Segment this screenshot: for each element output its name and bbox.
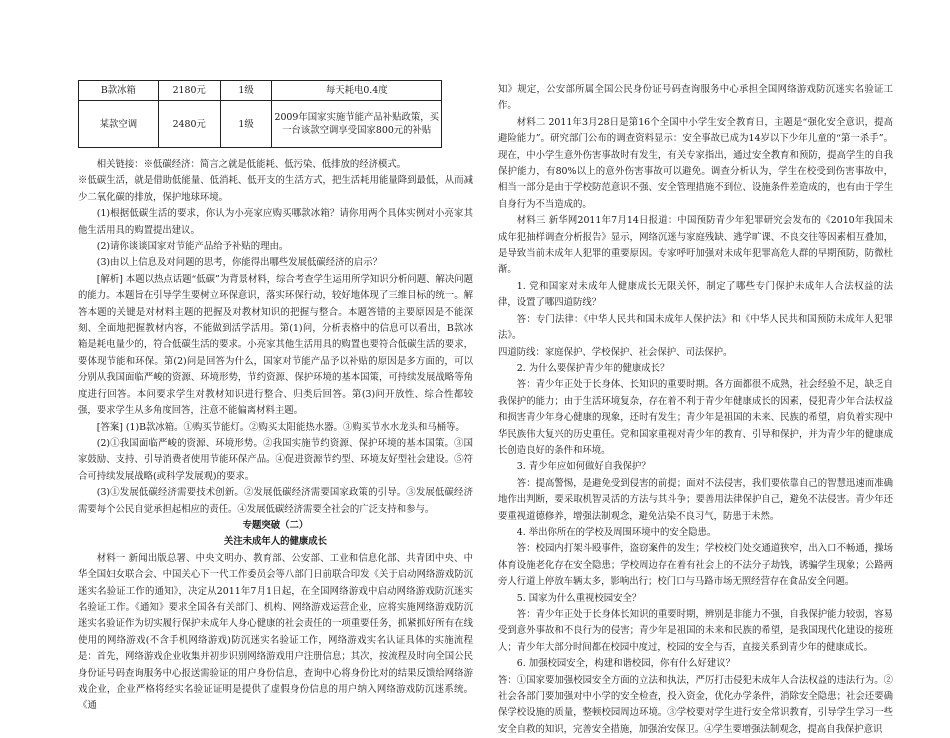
question: 3. 青少年应如何做好自我保护？ (516, 461, 651, 473)
question: 2. 为什么要保护青少年的健康成长？ (516, 362, 670, 374)
answer: 四道防线：家庭保护、学校保护、社会保护、司法保护。 (498, 346, 733, 358)
answer: 答：青少年正处于长身体长知识的重要时期，辨别是非能力不强，自我保护能力较弱，容易受到意外事故和不良行为的侵害；青少年是祖国的未来和民族的希望，是我国现代化建设的接班人；青少年大部分时间都在校园中度过，校园的安全与否，直接关系到青少年的健康成长。 (498, 609, 893, 653)
answer: 答：①国家要加强校园安全方面的立法和执法，严厉打击侵犯未成年人合法权益的违法行为。②社会各部门要加强对中小学的安全检查，投入资金，优化办学条件，消除安全隐患；社会还要确保学校设施的质量，整顿校园周边环境。③学校要对学生进行安全常识教育，引导学生学习一些安全自救的知识，完善安全措施，加强治安保卫。④学生要增强法制观念，提高自我保护意识 (498, 674, 893, 735)
section-subheading: 关注未成年人的健康成长 (223, 536, 328, 548)
answer: [答案] (1)B款冰箱。①购买节能灯。②购买太阳能热水器。③购买节水水龙头和马桶等。 (96, 421, 465, 433)
paragraph: 相关链接：※低碳经济：简言之就是低能耗、低污染、低排放的经济模式。 (96, 159, 407, 170)
question: 1. 党和国家对未成年人健康成长无限关怀，制定了哪些专门保护未成年人合法权益的法律，设置了哪四道防线？ (498, 280, 893, 309)
table-cell-name: 某款空调 (79, 101, 159, 148)
table-cell-grade: 1级 (220, 101, 272, 148)
table-cell-name: B款冰箱 (79, 81, 159, 101)
material-paragraph: 材料二 2011年3月28日是第16个全国中小学生安全教育日，主题是“强化安全意识，提高避险能力”。研究部门公布的调查资料显示：安全事故已成为14岁以下少年儿童的“第一杀手”。现在，中小学生意外伤害事故时有发生，有关专家指出，通过安全教育和预防，提高学生的自我保护能力，有80%以上的意外伤害事故可以避免。调查分析认为，学生在校受到伤害事故中，相当一部分是由于学校防范意识不强、安全管理措施不到位、设施条件差造成的，也有由于学生自身行为不当造成的。 (498, 116, 893, 210)
table-row (79, 81, 442, 101)
table-cell-price: 2180元 (158, 81, 220, 101)
section-heading: 专题突破（二） (242, 519, 309, 531)
question: (1)根据低碳生活的要求，你认为小亮家应购买哪款冰箱？请你用两个具体实例对小亮家其他生活用具的购置提出建议。 (78, 208, 473, 236)
right-column (498, 82, 893, 738)
product-table (78, 80, 442, 148)
answer: 答：专门法律：《中华人民共和国未成年人保护法》和《中华人民共和国预防未成年人犯罪法》。 (498, 313, 893, 342)
question: 5. 国家为什么重视校园安全？ (516, 592, 642, 604)
left-column (78, 157, 473, 715)
table-cell-note: 2009年国家实施节能产品补贴政策，买一台该款空调享受国家800元的补贴 (272, 101, 442, 148)
answer: 答：提高警惕，是避免受到侵害的前提；面对不法侵害，我们要依靠自己的智慧迅速而准确地作出判断，要采取机智灵活的方法与其斗争；要善用法律保护自己，避免不法侵害。青少年还要重视道德修养，增强法制观念，避免沾染不良习气，防患于未然。 (498, 477, 893, 522)
table-cell-price: 2480元 (158, 101, 220, 148)
question: (2)请你谈谈国家对节能产品给予补贴的理由。 (96, 241, 289, 253)
answer: 答：青少年正处于长身体、长知识的重要时期。各方面都很不成熟，社会经验不足，缺乏自我保护的能力；由于生活环境复杂，存在着不利于青少年健康成长的因素，侵犯青少年合法权益和损害青少年身心健康的现象，还时有发生；青少年是祖国的未来、民族的希望，肩负着实现中华民族伟大复兴的历史重任。党和国家重视对青少年的教育、引导和保护，并为青少年的健康成长创造良好的条件和环境。 (498, 379, 893, 456)
material-paragraph: 材料三 新华网2011年7月14日报道：中国预防青少年犯罪研究会发布的《2010年我国未成年犯抽样调查分析报告》显示，网络沉迷与家庭残缺、逃学旷课、不良交往等因素相互叠加，是导致当前未成年人犯罪的重要原因。专家呼吁加强对未成年犯罪高危人群的早期预防，防微杜渐。 (498, 215, 893, 276)
material-paragraph: 材料一 新闻出版总署、中央文明办、教育部、公安部、工业和信息化部、共青团中央、中华全国妇女联合会、中国关心下一代工作委员会等八部门日前联合印发《关于启动网络游戏防沉迷实名验证工作的通知》，决定从2011年7月1日起，在全国网络游戏中启动网络游戏防沉迷实名验证工作。《通知》要求全国各有关部门、机构、网络游戏运营企业，应将实施网络游戏防沉迷实名验证作为切实履行保护未成年人身心健康的社会责任的一项重要任务，抓紧抓好所有在线使用的网络游戏(不含手机网络游戏)防沉迷实名验证工作，网络游戏实名认证具体的实施流程是：首先，网络游戏企业收集并初步识别网络游戏用户注册信息；其次，按流程及时向全国公民身份证号码查询服务中心报送需验证的用户身份信息，查询中心将身份比对的结果反馈给网络游戏企业，企业严格将经实名验证证明是提供了虚假身份信息的用户纳入网络游戏防沉迷系统。《通 (78, 552, 473, 712)
analysis: [解析] 本题以热点话题“低碳”为背景材料，综合考查学生运用所学知识分析问题、解决问题的能力。本题旨在引导学生要树立环保意识，落实环保行动，较好地体现了三维目标的统一。解答本题的关键是对材料主题的把握及对教材知识的把握与整合。本题答错的主要原因是不能深刻、全面地把握教材内容，不能做到活学活用。第(1)问，分析表格中的信息可以看出，B款冰箱是耗电量少的，符合低碳生活的要求。小亮家其他生活用具的购置也要符合低碳生活的要求，要体现节能和环保。第(2)问是回答为什么，国家对节能产品予以补贴的原因是多方面的，可以分别从我国面临严峻的资源、环境形势，节约资源、保护环境的基本国策，可持续发展战略等角度进行回答。本问要求学生对教材知识进行整合、归类后回答。第(3)问开放性、综合性都较强，要求学生从多角度回答，注意不能偏离材料主题。 (78, 273, 473, 417)
paragraph: ※低碳生活，就是借助低能量、低消耗、低开支的生活方式，把生活耗用能量降到最低，从而减少二氧化碳的排放，保护地球环境。 (78, 175, 473, 203)
table-row (79, 101, 442, 148)
table-cell-note: 每天耗电0.4度 (272, 81, 442, 101)
answer: (3)①发展低碳经济需要技术创新。②发展低碳经济需要国家政策的引导。③发展低碳经济需要每个公民自觉承担起相应的责任。④发展低碳经济需要全社会的广泛支持和参与。 (78, 487, 473, 515)
paragraph: 知》规定，公安部所属全国公民身份证号码查询服务中心承担全国网络游戏防沉迷实名验证工作。 (498, 84, 893, 112)
answer: (2)①我国面临严峻的资源、环境形势。②我国实施节约资源、保护环境的基本国策。③国家鼓励、支持、引导消费者使用节能环保产品。④促进资源节约型、环境友好型社会建设。⑤符合可持续发展战略(或科学发展观)的要求。 (78, 437, 473, 482)
question: (3)由以上信息及对问题的思考，你能得出哪些发展低碳经济的启示？ (96, 257, 382, 269)
question: 4. 举出你所在的学校及周围环境中的安全隐患。 (516, 526, 717, 538)
answer: 答：校园内打架斗殴事件，盗窃案件的发生；学校校门处交通道狭窄，出入口不畅通，操场体育设施老化存在安全隐患；学校周边存在着有社会上的不法分子劫钱，诱骗学生现象；公路两旁人行道上停放车辆太多，影响出行；校门口与马路市场无照经营存在食品安全问题。 (498, 543, 893, 588)
question: 6. 加强校园安全，构建和谐校园，你有什么好建议？ (516, 658, 735, 670)
table-cell-grade: 1级 (220, 81, 272, 101)
